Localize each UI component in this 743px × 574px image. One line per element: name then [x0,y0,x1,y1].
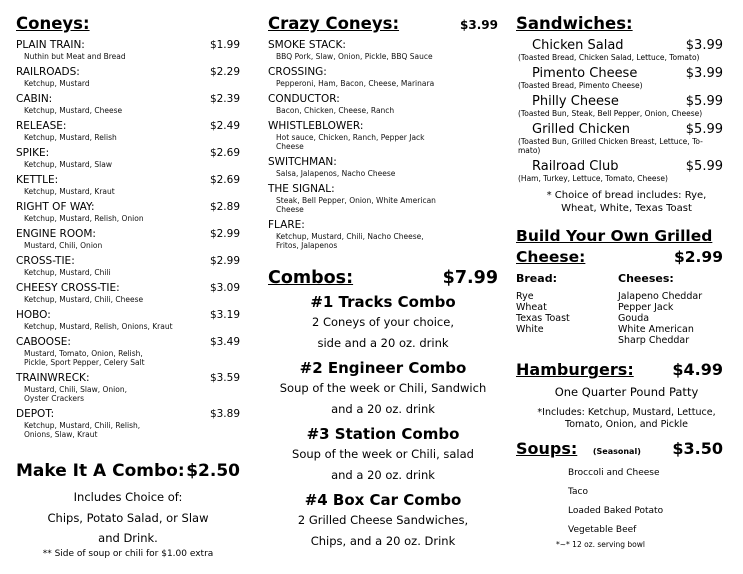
combo-title: #1 Tracks Combo [310,293,456,311]
grilled-cheese-price: $2.99 [673,248,723,266]
bread-options [516,273,618,346]
sandwiches-column [506,0,743,574]
sandwich-item [516,66,737,90]
coney-desc: Mustard, Chili, Slaw, Onion, [24,385,127,394]
crazy-coney-row [268,93,498,106]
coney-item [16,93,240,115]
sandwich-row [516,66,737,81]
soups-title: Soups: [516,439,578,458]
make-combo-header [16,461,240,481]
sandwich-price: $5.99 [685,159,723,174]
combo-title: #4 Box Car Combo [304,491,462,509]
coney-item [16,174,240,196]
coney-item [16,228,240,250]
soups-footnote: *~* 12 oz. serving bowl [556,540,645,549]
crazy-coney-row [268,39,498,52]
crazy-coney-item [268,93,498,115]
coney-desc: Ketchup, Mustard [24,79,90,88]
sandwich-desc: (Toasted Bread, Pimento Cheese) [518,81,643,90]
coney-item [16,120,240,142]
cheese-option: Sharp Cheddar [618,335,690,346]
coney-item [16,201,240,223]
sandwich-row [516,122,737,137]
combo-desc: and a 20 oz. drink [331,468,435,482]
sandwich-price: $3.99 [685,66,723,81]
crazy-coney-item [268,156,498,178]
make-combo-details [16,487,240,547]
make-combo-title: Make It A Combo: [16,461,185,481]
hamburgers-title: Hamburgers: [516,360,634,379]
crazy-coney-row [268,219,498,232]
coney-name: RIGHT OF WAY: [16,201,95,213]
soup-item: Vegetable Beef [568,525,637,535]
coney-desc: Mustard, Chili, Onion [24,241,103,250]
coney-desc: Mustard, Tomato, Onion, Relish, [24,349,143,358]
soups-header [516,439,737,458]
coney-row [16,309,240,322]
crazy-coney-name: CROSSING: [268,66,327,78]
coney-item [16,39,240,61]
combo-desc: and a 20 oz. drink [331,402,435,416]
includes-line: Tomato, Onion, and Pickle [565,419,688,430]
combo-item [268,358,498,420]
crazy-coney-desc: Cheese [276,205,304,214]
make-combo-price: $2.50 [186,461,240,481]
sandwich-name: Pimento Cheese [532,66,638,81]
combo-item [268,424,498,486]
coney-desc: Ketchup, Mustard, Relish [24,133,117,142]
hamburgers-includes [516,407,737,431]
crazy-coney-name: SMOKE STACK: [268,39,346,51]
sandwich-name: Chicken Salad [532,38,624,53]
coney-item [16,66,240,88]
coneys-column [0,0,248,574]
coney-desc: Pickle, Sport Pepper, Celery Salt [24,358,145,367]
coney-item [16,309,240,331]
coney-item [16,336,240,367]
crazy-coney-desc: Steak, Bell Pepper, Onion, White American [276,196,436,205]
sandwich-desc: (Toasted Bun, Grilled Chicken Breast, Lettuce, To- [518,137,703,146]
crazy-coney-desc: Ketchup, Mustard, Chili, Nacho Cheese, [276,232,424,241]
combo-desc: side and a 20 oz. drink [317,336,449,350]
soup-item: Taco [568,487,588,497]
coney-item [16,282,240,304]
coney-name: RELEASE: [16,120,67,132]
soups-seasonal: (Seasonal) [592,447,641,456]
cheese-options [618,273,702,346]
coney-price: $3.49 [209,336,240,348]
crazy-coney-desc: Salsa, Jalapenos, Nacho Cheese [276,169,396,178]
cheese-option: Pepper Jack [618,302,674,313]
bread-title: Bread: [516,272,557,285]
crazy-coneys-list [268,39,498,250]
combos-price: $7.99 [442,268,498,288]
hamburgers-price: $4.99 [672,360,723,379]
coney-name: CABIN: [16,93,53,105]
cheese-option: Gouda [618,313,650,324]
coney-desc: Ketchup, Mustard, Relish, Onions, Kraut [24,322,173,331]
coney-item [16,147,240,169]
soup-item: Broccoli and Cheese [568,468,660,478]
combo-desc: Chips, and a 20 oz. Drink [310,534,456,548]
coney-name: CABOOSE: [16,336,71,348]
coney-name: SPIKE: [16,147,50,159]
crazy-coney-item [268,183,498,214]
sandwich-item [516,122,737,155]
make-combo-line: and Drink. [98,531,158,545]
coney-row [16,39,240,52]
coney-name: TRAINWRECK: [16,372,90,384]
sandwich-row [516,38,737,53]
coney-price: $2.99 [209,255,240,267]
coney-row [16,147,240,160]
grilled-cheese-title-line1: Build Your Own Grilled [516,227,713,245]
hamburgers-subtitle: One Quarter Pound Patty [554,385,699,399]
make-combo-line: Includes Choice of: [73,490,183,504]
coney-price: $2.29 [209,66,240,78]
sandwich-price: $5.99 [685,94,723,109]
coney-name: ENGINE ROOM: [16,228,96,240]
coney-price: $2.69 [209,147,240,159]
crazy-coney-desc: Fritos, Jalapenos [276,241,338,250]
sandwich-name: Grilled Chicken [532,122,631,137]
crazy-coneys-price: $3.99 [460,18,498,32]
combo-title: #3 Station Combo [306,425,460,443]
sandwiches-list [516,38,737,183]
coney-name: KETTLE: [16,174,59,186]
coney-row [16,282,240,295]
combos-title: Combos: [268,268,354,288]
combo-desc: Soup of the week or Chili, salad [292,447,474,461]
coney-price: $3.19 [209,309,240,321]
coneys-list [16,39,240,439]
coney-price: $1.99 [209,39,240,51]
coney-item [16,255,240,277]
coney-desc: Ketchup, Mustard, Cheese [24,106,123,115]
coney-row [16,201,240,214]
crazy-coney-desc: Cheese [276,142,304,151]
sandwich-name: Railroad Club [532,159,619,174]
crazy-coney-name: FLARE: [268,219,305,231]
crazy-coney-name: WHISTLEBLOWER: [268,120,364,132]
coney-row [16,336,240,349]
combo-desc: 2 Coneys of your choice, [311,315,454,329]
combo-item [268,490,498,552]
coney-item [16,408,240,439]
hamburgers-header [516,360,737,379]
coneys-title: Coneys: [16,14,90,33]
make-combo-footnote: ** Side of soup or chili for $1.00 extra [42,549,214,559]
cheese-option: Jalapeno Cheddar [618,291,703,302]
make-combo-line: Chips, Potato Salad, or Slaw [47,511,209,525]
crazy-coney-name: THE SIGNAL: [268,183,335,195]
coney-item [16,372,240,403]
sandwich-row [516,159,737,174]
sandwich-item [516,94,737,118]
coney-price: $2.89 [209,201,240,213]
coney-price: $3.59 [209,372,240,384]
grilled-cheese-title-line2: Cheese: [516,248,586,266]
coney-row [16,255,240,268]
sandwich-row [516,94,737,109]
crazy-coney-row [268,156,498,169]
coney-row [16,408,240,421]
bread-option: White [516,324,544,335]
coney-desc: Ketchup, Mustard, Relish, Onion [24,214,144,223]
combo-desc: 2 Grilled Cheese Sandwiches, [297,513,469,527]
sandwich-desc: (Toasted Bread, Chicken Salad, Lettuce, Tomato) [518,53,700,62]
crazy-coney-item [268,219,498,250]
crazy-coney-item [268,120,498,151]
soup-item: Loaded Baked Potato [568,506,664,516]
crazy-coney-row [268,120,498,133]
crazy-coney-desc: Pepperoni, Ham, Bacon, Cheese, Marinara [276,79,435,88]
coney-row [16,120,240,133]
crazy-coney-desc: Bacon, Chicken, Cheese, Ranch [276,106,395,115]
sandwiches-title: Sandwiches: [516,14,633,33]
crazy-coney-name: SWITCHMAN: [268,156,337,168]
coney-row [16,372,240,385]
crazy-coney-desc: Hot sauce, Chicken, Ranch, Pepper Jack [276,133,425,142]
coney-price: $3.09 [209,282,240,294]
crazy-coney-row [268,66,498,79]
crazy-coney-desc: BBQ Pork, Slaw, Onion, Pickle, BBQ Sauce [276,52,433,61]
cheese-title: Cheeses: [618,272,674,285]
crazy-coney-name: CONDUCTOR: [268,93,340,105]
combo-item [268,292,498,354]
coney-desc: Ketchup, Mustard, Chili, Cheese [24,295,144,304]
coney-name: CHEESY CROSS-TIE: [16,282,120,294]
coney-name: DEPOT: [16,408,55,420]
combos-list [268,292,498,552]
coney-row [16,66,240,79]
coney-desc: Ketchup, Mustard, Chili [24,268,111,277]
coney-row [16,93,240,106]
sandwich-name: Philly Cheese [532,94,619,109]
sandwich-desc: mato) [518,146,541,155]
coney-row [16,228,240,241]
sandwich-item [516,38,737,62]
bread-option: Texas Toast [516,313,570,324]
coney-desc: Nuthin but Meat and Bread [24,52,126,61]
cheese-option: White American [618,324,694,335]
crazy-coney-row [268,183,498,196]
sandwich-price: $3.99 [685,38,723,53]
coney-name: RAILROADS: [16,66,80,78]
bread-note-line: Wheat, White, Texas Toast [561,203,692,214]
bread-choice-note [516,189,737,215]
crazy-combos-column [248,0,506,574]
coney-price: $2.69 [209,174,240,186]
bread-note-line: * Choice of bread includes: Rye, [546,190,707,201]
coney-price: $3.89 [209,408,240,420]
sandwich-desc: (Ham, Turkey, Lettuce, Tomato, Cheese) [518,174,668,183]
coney-name: HOBO: [16,309,51,321]
bread-option: Rye [516,291,534,302]
coney-price: $2.99 [209,228,240,240]
coney-desc: Onions, Slaw, Kraut [24,430,98,439]
crazy-coney-item [268,39,498,61]
bread-option: Wheat [516,302,547,313]
grilled-cheese-header [516,227,737,267]
coney-price: $2.49 [209,120,240,132]
coney-name: PLAIN TRAIN: [16,39,85,51]
sandwich-price: $5.99 [685,122,723,137]
soups-list [516,464,737,540]
coney-desc: Ketchup, Mustard, Slaw [24,160,112,169]
soups-price: $3.50 [672,439,723,458]
coney-desc: Oyster Crackers [24,394,84,403]
combo-title: #2 Engineer Combo [299,359,467,377]
sandwich-desc: (Toasted Bun, Steak, Bell Pepper, Onion, Cheese) [518,109,703,118]
grilled-cheese-options [516,273,737,346]
coney-name: CROSS-TIE: [16,255,75,267]
includes-line: *Includes: Ketchup, Mustard, Lettuce, [537,407,716,418]
sandwich-item [516,159,737,183]
coney-row [16,174,240,187]
combo-desc: Soup of the week or Chili, Sandwich [279,381,487,395]
combos-header [268,268,498,288]
coney-price: $2.39 [209,93,240,105]
coney-desc: Ketchup, Mustard, Chili, Relish, [24,421,141,430]
coney-desc: Ketchup, Mustard, Kraut [24,187,115,196]
crazy-coney-item [268,66,498,88]
crazy-coneys-title: Crazy Coneys: [268,14,400,33]
crazy-coneys-header [268,14,498,34]
